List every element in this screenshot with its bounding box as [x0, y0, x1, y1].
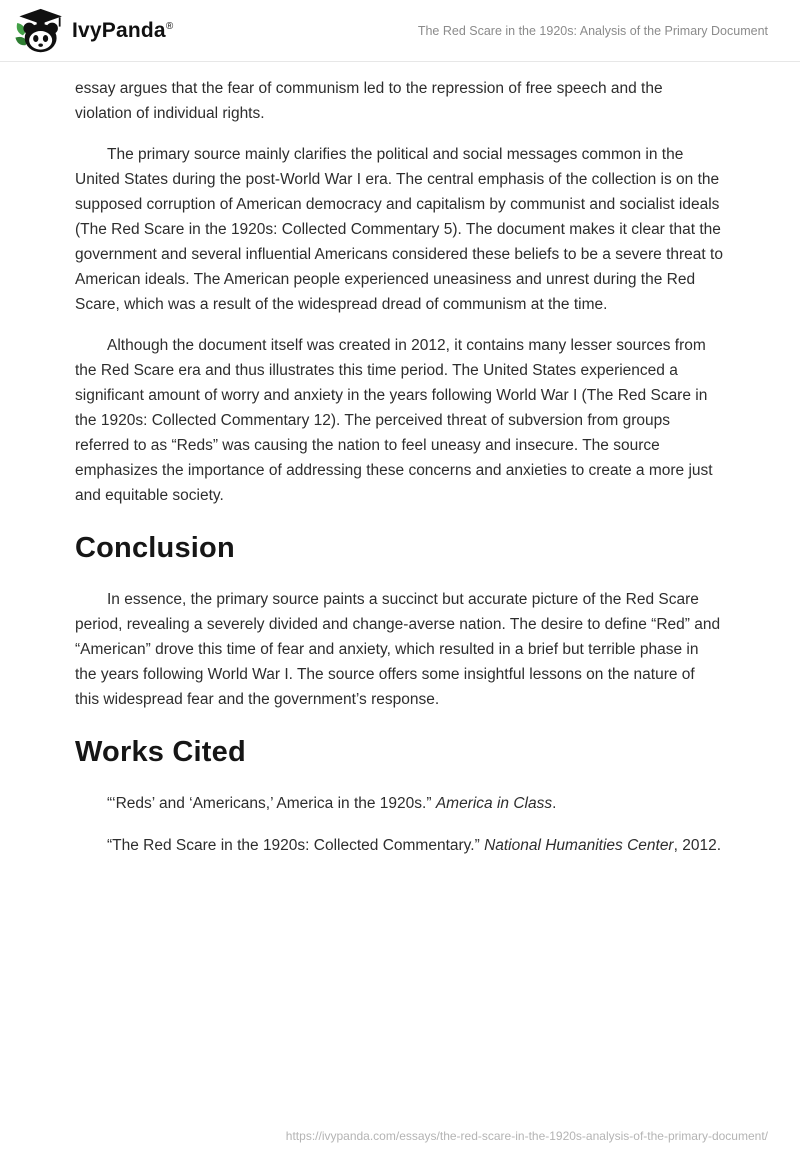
- brand[interactable]: [14, 8, 173, 54]
- brand-name: IvyPanda®: [72, 18, 174, 42]
- registered-mark: ®: [165, 20, 174, 32]
- works-cited-heading: Works Cited: [75, 736, 246, 768]
- conclusion-paragraph: In essence, the primary source paints a succinct but accurate picture of the Red Scare period, revealing a severely divided and change-averse nation. The desire to define “Red” and “American” drove this time of fear and anxiety, which resulted in a brief but terrible phase in the years following World War I. The source offers some insightful lessons on the nature of this widespread fear and the government’s response.: [75, 591, 721, 708]
- citation-entry: [75, 833, 723, 858]
- citation-text: “The Red Scare in the 1920s: Collected Commentary.”: [107, 837, 485, 854]
- ivypanda-panda-logo-icon: [14, 8, 62, 54]
- citation-source-italic: National Humanities Center: [484, 837, 674, 854]
- paragraph-continuation: essay argues that the fear of communism led to the repression of free speech and the violation of individual rights.: [75, 80, 663, 122]
- citation-entry: [75, 791, 723, 816]
- citation-suffix: , 2012.: [673, 837, 722, 854]
- citation-text: “‘Reds’ and ‘Americans,’ America in the 1920s.”: [107, 795, 436, 812]
- citation-source-italic: America in Class: [435, 795, 553, 812]
- header: [0, 0, 800, 62]
- citation-suffix: .: [552, 795, 557, 812]
- paragraph: Although the document itself was created in 2012, it contains many lesser sources from the Red Scare era and thus illustrates this time period. The United States experienced a significant amount of worry and anxiety in the years following World War I (The Red Scare in the 1920s: Collected Commentary 12). The perceived threat of subversion from groups referred to as “Reds” was causing the nation to feel uneasy and insecure. The source emphasizes the importance of addressing these concerns and anxieties to create a more just and equitable society.: [75, 337, 713, 504]
- document-title: The Red Scare in the 1920s: Analysis of the Primary Document: [417, 23, 768, 38]
- conclusion-heading: Conclusion: [75, 532, 235, 564]
- essay-content: [0, 62, 800, 875]
- source-url: https://ivypanda.com/essays/the-red-scare-in-the-1920s-analysis-of-the-primary-document/: [285, 1129, 768, 1143]
- paragraph: The primary source mainly clarifies the political and social messages common in the United States during the post-World War I era. The central emphasis of the collection is on the supposed corruption of American democracy and capitalism by communist and socialist ideals (The Red Scare in the 1920s: Collected Commentary 5). The document makes it clear that the government and several influential Americans considered these beliefs to be a severe threat to American ideals. The American people experienced uneasiness and unrest during the Red Scare, which was a result of the widespread dread of communism at the time.: [75, 146, 723, 313]
- footer: [0, 1127, 800, 1160]
